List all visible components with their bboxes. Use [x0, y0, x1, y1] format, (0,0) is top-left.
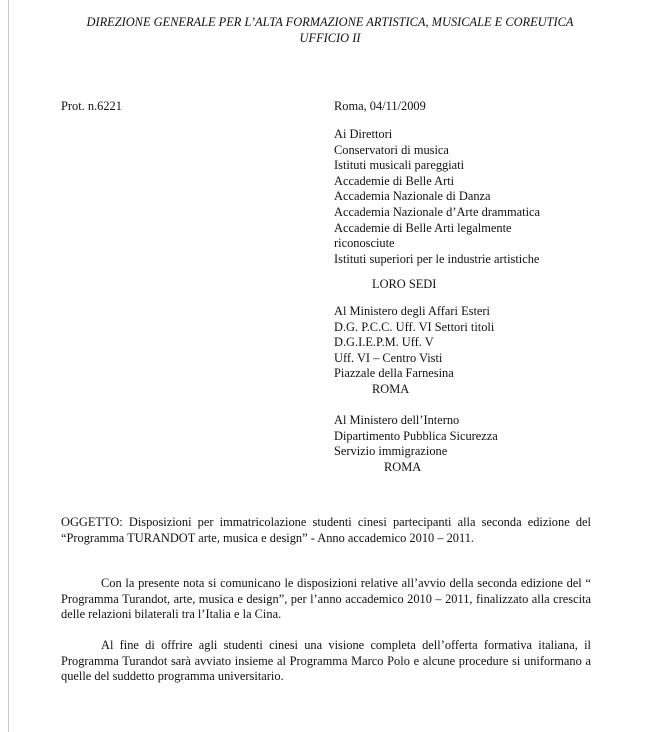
letterhead-directorate: DIREZIONE GENERALE PER L’ALTA FORMAZIONE ARTISTICA, MUSICALE E COREUTICA	[86, 15, 574, 29]
place-date: Roma, 04/11/2009	[334, 99, 426, 113]
subject-line: OGGETTO: Disposizioni per immatricolazione studenti cinesi partecipanti alla seconda edizione del “Programma TURANDOT arte, musica e design” - Anno accademico 2010 – 2011.	[61, 515, 591, 545]
recipient-line: Accademia Nazionale d’Arte drammatica	[334, 204, 541, 219]
recipient-line: Conservatori di musica	[334, 142, 449, 157]
address-line: Uff. VI – Centro Visti	[334, 350, 443, 365]
recipient-line: Accademie di Belle Arti legalmente	[334, 220, 512, 235]
recipient-line: Ai Direttori	[334, 127, 393, 141]
page-edge-rule	[8, 0, 9, 732]
address-line: Servizio immigrazione	[334, 444, 448, 459]
recipient-line: Accademia Nazionale di Danza	[334, 189, 491, 204]
address-line: D.G.I.E.P.M. Uff. V	[334, 335, 434, 350]
address-line: Dipartimento Pubblica Sicurezza	[334, 428, 498, 443]
body-paragraph-1: Con la presente nota si comunicano le disposizioni relative all’avvio della seconda edizione del “ Programma Turandot, arte, musica e design”, per l’anno accademico 2010 – 2011, finalizzato alla crescita delle relazioni bilaterali tra l’Italia e la Cina.	[61, 576, 591, 622]
recipient-line: riconosciute	[334, 236, 395, 251]
body-paragraph-2: Al fine di offrire agli studenti cinesi una visione completa dell’offerta formativa italiana, il Programma Turandot sarà avviato insieme al Programma Marco Polo e alcune procedure si uniformano a quelle del suddetto programma universitario.	[61, 638, 591, 684]
recipient-line: Accademie di Belle Arti	[334, 173, 455, 188]
address-line: Al Ministero dell’Interno	[334, 413, 460, 427]
letterhead-office: UFFICIO II	[299, 31, 361, 45]
address-city: ROMA	[372, 381, 410, 396]
loro-sedi: LORO SEDI	[372, 277, 437, 291]
interno-address-block	[334, 413, 498, 475]
address-line: Piazzale della Farnesina	[334, 366, 454, 381]
recipient-line: Istituti superiori per le industrie artistiche	[334, 251, 540, 266]
letterhead	[30, 14, 630, 46]
protocol-number: Prot. n.6221	[61, 99, 122, 113]
address-city: ROMA	[384, 459, 422, 474]
address-line: D.G. P.C.C. Uff. VI Settori titoli	[334, 319, 495, 334]
recipients-block	[334, 127, 540, 267]
esteri-address-block	[334, 304, 494, 398]
address-line: Al Ministero degli Affari Esteri	[334, 304, 491, 318]
recipient-line: Istituti musicali pareggiati	[334, 158, 465, 173]
